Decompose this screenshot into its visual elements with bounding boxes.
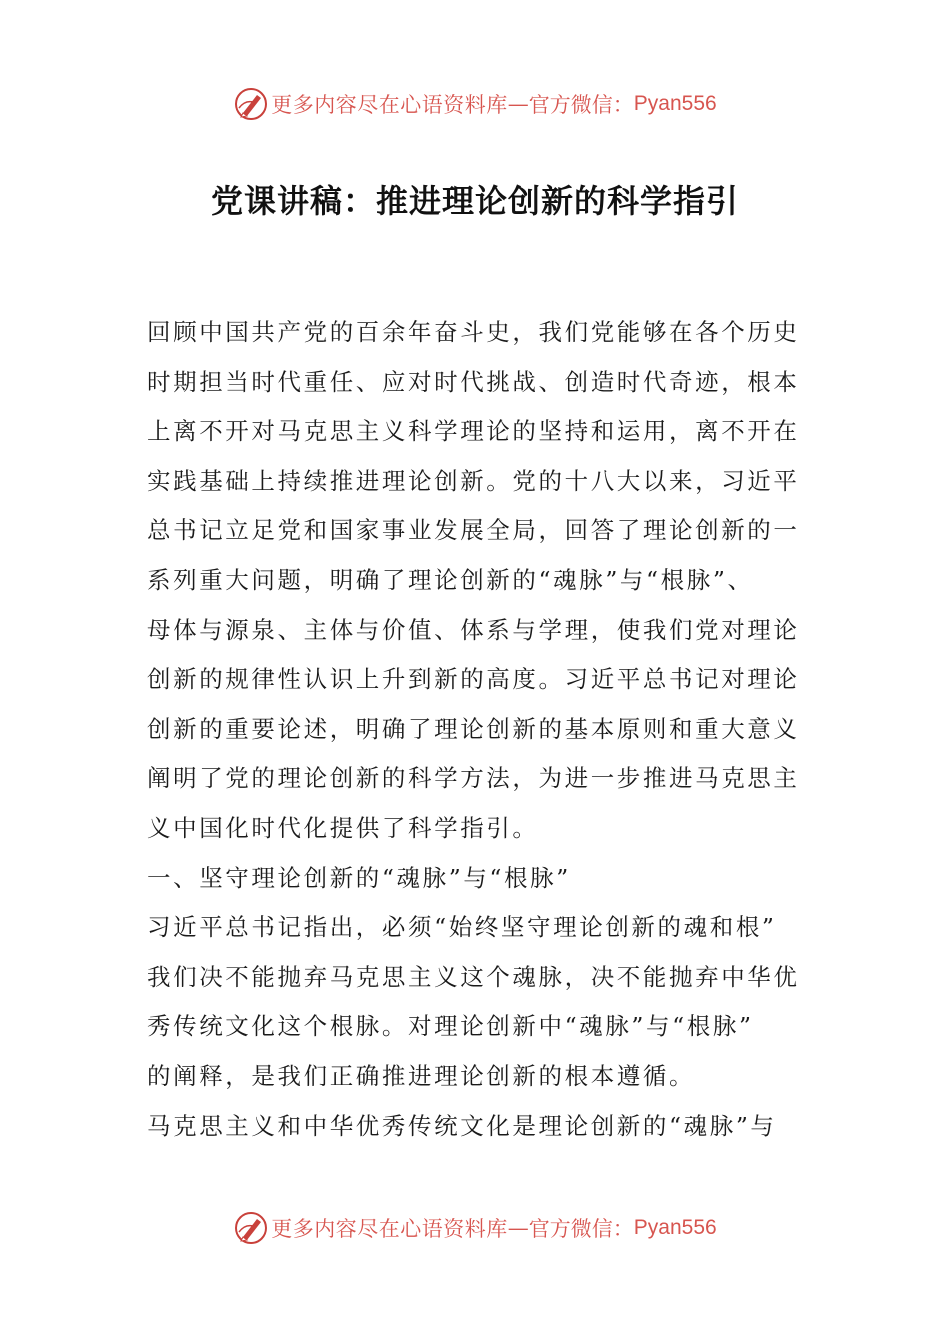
body-line: 回顾中国共产党的百余年奋斗史，我们党能够在各个历史 <box>147 318 800 346</box>
pen-logo-icon <box>233 86 269 122</box>
watermark-brand: 更多内容尽在心语资料库 <box>271 93 508 117</box>
body-line: 上离不开对马克思主义科学理论的坚持和运用，离不开在 <box>147 417 800 446</box>
body-line: 的阐释，是我们正确推进理论创新的根本遵循。 <box>147 1061 696 1090</box>
watermark-separator: — <box>507 92 529 116</box>
watermark-wechat-id: Pyan556 <box>633 1216 717 1239</box>
body-line: 义中国化时代化提供了科学指引。 <box>147 813 539 842</box>
body-line: 创新的重要论述，明确了理论创新的基本原则和重大意义 <box>147 714 800 743</box>
watermark-brand: 更多内容尽在心语资料库 <box>271 1217 508 1241</box>
body-line: 系列重大问题，明确了理论创新的“魂脉”与“根脉”、 <box>147 565 754 594</box>
body-line: 母体与源泉、主体与价值、体系与学理，使我们党对理论 <box>147 615 800 644</box>
body-line: 我们决不能抛弃马克思主义这个魂脉，决不能抛弃中华优 <box>147 962 800 991</box>
footer-watermark <box>0 1208 950 1248</box>
watermark-wechat-id: Pyan556 <box>633 92 717 115</box>
body-line: 总书记立足党和国家事业发展全局，回答了理论创新的一 <box>147 516 800 545</box>
document-title: 党课讲稿：推进理论创新的科学指引 <box>210 182 739 220</box>
body-line: 实践基础上持续推进理论创新。党的十八大以来，习近平 <box>147 466 800 495</box>
body-line: 秀传统文化这个根脉。对理论创新中“魂脉”与“根脉” <box>147 1012 754 1041</box>
watermark-separator: — <box>507 1216 529 1240</box>
body-line: 时期担当时代重任、应对时代挑战、创造时代奇迹，根本 <box>147 367 800 396</box>
body-line: 阐明了党的理论创新的科学方法，为进一步推进马克思主 <box>147 764 800 793</box>
watermark-contact-label: 官方微信： <box>528 1217 634 1241</box>
header-watermark <box>0 84 950 124</box>
document-body <box>147 308 807 1151</box>
body-line: 创新的规律性认识上升到新的高度。习近平总书记对理论 <box>147 665 800 694</box>
body-line: 习近平总书记指出，必须“始终坚守理论创新的魂和根” <box>147 913 777 942</box>
watermark-contact-label: 官方微信： <box>528 93 634 117</box>
body-line: 马克思主义和中华优秀传统文化是理论创新的“魂脉”与 <box>147 1111 777 1140</box>
section-heading: 一、坚守理论创新的“魂脉”与“根脉” <box>147 863 571 892</box>
pen-logo-icon <box>233 1210 269 1246</box>
